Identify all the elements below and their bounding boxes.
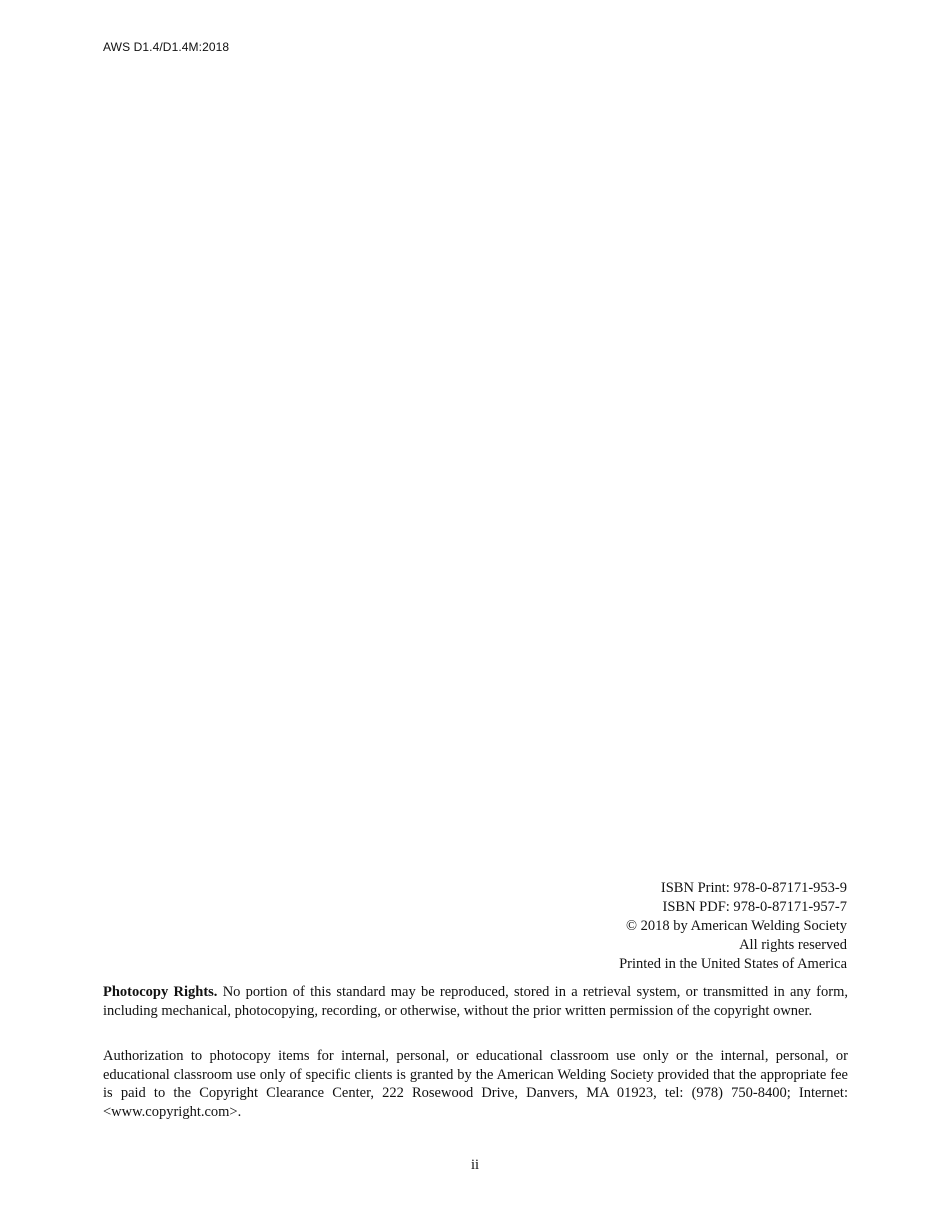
printed-in-line: Printed in the United States of America — [619, 956, 847, 972]
page-number: ii — [470, 1157, 480, 1173]
running-header: AWS D1.4/D1.4M:2018 — [103, 40, 230, 54]
copyright-block — [619, 879, 847, 974]
photocopy-rights-text: No portion of this standard may be reproduced, stored in a retrieval system, or transmitted in any form, including mechanical, photocopying, recording, or otherwise, without the prior written permission of the copyright owner. — [103, 984, 848, 1019]
isbn-print-line: ISBN Print: 978-0-87171-953-9 — [660, 880, 847, 896]
photocopy-rights-heading: Photocopy Rights. — [103, 984, 218, 1000]
copyright-line: © 2018 by American Welding Society — [625, 918, 847, 934]
authorization-paragraph: Authorization to photocopy items for internal, personal, or educational classroom use only or the internal, personal, or educational classroom use only of specific clients is granted by the American Welding Society provided that the appropriate fee is paid to the Copyright Clearance Center, 222 Rosewood Drive, Danvers, MA 01923, tel: (978) 750-8400; Internet: <www.copyright.com>. — [103, 1048, 848, 1120]
rights-reserved-line: All rights reserved — [739, 937, 847, 953]
photocopy-rights-paragraph — [103, 983, 848, 1020]
isbn-pdf-line: ISBN PDF: 978-0-87171-957-7 — [662, 899, 847, 915]
